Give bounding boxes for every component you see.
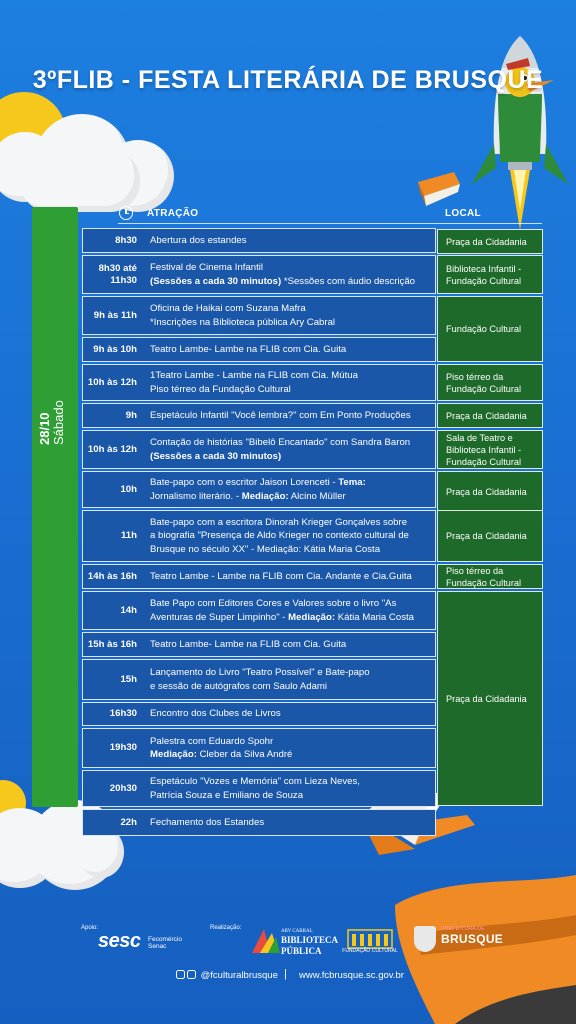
schedule-row <box>82 728 436 768</box>
flying-book-illustration <box>414 170 462 210</box>
schedule-row <box>82 632 436 657</box>
attraction-text: Piso térreo da Fundação Cultural <box>150 383 291 395</box>
row-attraction <box>150 404 431 427</box>
row-time: 10h às 12h <box>87 376 137 388</box>
attraction-text: Teatro Lambe- Lambe na FLIB com Cia. Guita <box>150 343 347 355</box>
location-cell: Praça da Cidadania <box>437 229 543 254</box>
attraction-text: Palestra com Eduardo Spohr <box>150 735 274 747</box>
library-logo-name: BIBLIOTECA <box>281 935 339 945</box>
social-handle[interactable] <box>176 970 278 981</box>
schedule-row <box>82 510 436 562</box>
facebook-icon <box>187 970 196 979</box>
attraction-line <box>150 369 431 383</box>
sesc-subtitle: Fecomércio Senac <box>148 936 182 950</box>
attraction-text: Brusque no século XX" - Mediação: Kátia Maria Costa <box>150 543 381 555</box>
row-time: 22h <box>120 816 137 828</box>
row-time: 15h às 16h <box>87 638 137 650</box>
row-attraction <box>150 256 431 293</box>
attraction-line <box>150 775 431 789</box>
clock-icon <box>119 206 133 220</box>
attraction-line <box>150 343 431 357</box>
attraction-line <box>150 275 431 289</box>
attraction-line <box>150 436 431 450</box>
attraction-text: Contação de histórias "Bibelô Encantado" com Sandra Baron <box>150 437 411 448</box>
library-logo-top: ARY CABRAL <box>281 929 313 934</box>
event-day: Sábado <box>51 400 66 445</box>
header-location: LOCAL <box>445 208 481 219</box>
attraction-line <box>150 234 431 248</box>
row-time: 15h <box>120 673 137 685</box>
attraction-line <box>150 816 431 830</box>
attraction-line <box>150 316 431 330</box>
attraction-text: Tema: <box>338 477 366 488</box>
attraction-line <box>150 638 431 652</box>
location-cell: Praça da Cidadania <box>437 591 543 806</box>
schedule-row <box>82 702 436 726</box>
schedule-row <box>82 228 436 253</box>
row-time: 9h às 10h <box>93 343 137 355</box>
attraction-line <box>150 302 431 316</box>
location-cell: Praça da Cidadania <box>437 471 543 512</box>
row-attraction <box>150 297 431 334</box>
attraction-text: *Inscrições na Biblioteca pública Ary Cabral <box>150 316 336 328</box>
attraction-text: (Sessões a cada 30 minutos) <box>150 275 282 287</box>
attraction-line <box>150 680 431 694</box>
schedule-row <box>82 591 436 630</box>
schedule-row <box>82 659 436 700</box>
location-cell: Praça da Cidadania <box>437 403 543 428</box>
library-logo-text <box>281 928 338 958</box>
brusque-logo-name: BRUSQUE <box>441 932 504 946</box>
row-attraction <box>150 592 431 629</box>
row-attraction <box>150 365 431 400</box>
attraction-text: Jornalismo literário. - <box>150 490 242 502</box>
attraction-line <box>150 490 431 504</box>
header-divider <box>118 223 542 224</box>
attraction-text: Espetáculo "Vozes e Memória" com Lieza Neves, <box>150 776 360 787</box>
attraction-text: Bate-papo com a escritora Dinorah Krieger Gonçalves sobre <box>150 516 408 528</box>
date-side-label <box>32 207 78 807</box>
row-time: 11h <box>120 530 137 541</box>
row-time: 20h30 <box>109 782 137 794</box>
row-time: 10h <box>120 483 137 495</box>
instagram-icon <box>176 970 185 979</box>
attraction-line <box>150 735 431 749</box>
row-time: 10h às 12h <box>87 443 137 455</box>
row-attraction <box>150 703 431 725</box>
attraction-text: Mediação: <box>150 749 197 760</box>
row-time: 14h às 16h <box>87 570 137 582</box>
attraction-line <box>150 611 431 625</box>
schedule-row <box>82 337 436 362</box>
schedule-row <box>82 255 436 294</box>
row-time: 14h <box>120 604 137 616</box>
row-time: 16h30 <box>109 708 137 719</box>
schedule-row <box>82 564 436 589</box>
schedule-row <box>82 364 436 401</box>
attraction-text: *Sessões com áudio descrição <box>281 275 416 287</box>
attraction-line <box>150 529 431 543</box>
attraction-text: Patrícia Souza e Emiliano de Souza <box>150 789 304 801</box>
attraction-text: Oficina de Haikai com Suzana Mafra <box>150 303 306 314</box>
row-attraction <box>150 565 431 588</box>
attraction-text: Abertura dos estandes <box>150 234 247 246</box>
library-logo-name2: PÚBLICA <box>281 946 322 956</box>
support-label: Apoio: <box>81 925 99 931</box>
attraction-line <box>150 789 431 803</box>
event-date: 28/10 <box>37 412 52 445</box>
row-attraction <box>150 810 431 835</box>
attraction-line <box>150 570 431 584</box>
attraction-text: Lançamento do Livro "Teatro Possível" e Bate-papo <box>150 667 370 678</box>
attraction-text: Mediação: <box>241 490 289 502</box>
row-attraction <box>150 729 431 767</box>
page-title: 3ºFLIB - FESTA LITERÁRIA DE BRUSQUE <box>32 66 544 94</box>
attraction-line <box>150 748 431 762</box>
row-time: 8h30 até 11h30 <box>98 262 137 286</box>
sesc-logo: sesc <box>98 930 141 952</box>
social-handle-text: @fculturalbrusque <box>200 970 278 981</box>
location-cell: Biblioteca Infantil - Fundação Cultural <box>437 255 543 294</box>
attraction-text: Espetáculo Infantil "Você lembra?" com Em Ponto Produções <box>150 409 411 421</box>
row-time: 8h30 <box>115 234 137 246</box>
header-attraction: ATRAÇÃO <box>147 208 199 219</box>
attraction-text: (Sessões a cada 30 minutos) <box>150 450 282 462</box>
row-attraction <box>150 771 431 806</box>
attraction-line <box>150 383 431 397</box>
location-cell: Praça da Cidadania <box>437 510 543 562</box>
schedule-row <box>82 430 436 469</box>
row-attraction <box>150 633 431 656</box>
attraction-line <box>150 597 431 611</box>
location-cell: Fundação Cultural <box>437 296 543 362</box>
schedule-row <box>82 296 436 335</box>
attraction-line <box>150 666 431 680</box>
schedule-row <box>82 809 436 836</box>
attraction-text: 1Teatro Lambe - Lambe na FLIB com Cia. Mútua <box>150 370 358 381</box>
schedule-row <box>82 770 436 807</box>
location-cell: Piso térreo da Fundação Cultural <box>437 564 543 589</box>
cultural-foundation-logo-text: FUNDAÇÃO CULTURAL <box>342 948 398 954</box>
attraction-text: Aventuras de Super Limpinho" - <box>150 611 289 623</box>
attraction-line <box>150 261 431 275</box>
location-cell: Piso térreo da Fundação Cultural <box>437 364 543 401</box>
footer-separator: | <box>284 968 287 980</box>
website-link[interactable]: www.fcbrusque.sc.gov.br <box>299 970 404 981</box>
attraction-text: Bate Papo com Editores Cores e Valores sobre o livro "As <box>150 598 397 609</box>
rocket-mascot-illustration <box>470 34 570 234</box>
attraction-text: Festival de Cinema Infantil <box>150 262 264 273</box>
attraction-text: Teatro Lambe- Lambe na FLIB com Cia. Guita <box>150 638 347 650</box>
row-attraction <box>150 472 431 507</box>
attraction-line <box>150 543 431 557</box>
attraction-line <box>150 476 431 490</box>
attraction-text: e sessão de autógrafos com Saulo Adami <box>150 680 328 692</box>
schedule-row <box>82 471 436 508</box>
attraction-line <box>150 450 431 464</box>
attraction-text: Kátia Maria Costa <box>335 611 414 623</box>
attraction-text: Alcino Müller <box>288 490 346 502</box>
realization-label: Realização: <box>210 925 242 931</box>
attraction-text: Teatro Lambe - Lambe na FLIB com Cia. Andante e Cia.Guita <box>150 570 412 582</box>
row-attraction <box>150 229 431 252</box>
attraction-line <box>150 409 431 423</box>
row-attraction <box>150 338 431 361</box>
attraction-text: Fechamento dos Estandes <box>150 816 265 828</box>
attraction-line <box>150 516 431 530</box>
location-cell: Sala de Teatro e Biblioteca Infantil - Fundação Cultural <box>437 430 543 469</box>
brusque-logo-small: PREFEITURA DE <box>441 926 485 932</box>
brusque-crest-icon <box>414 926 436 952</box>
row-time: 9h <box>125 409 137 421</box>
attraction-text: a biografia "Presença de Aldo Krieger no contexto cultural de <box>150 530 409 542</box>
attraction-text: Encontro dos Clubes de Livros <box>150 708 281 720</box>
row-attraction <box>150 660 431 699</box>
row-attraction <box>150 431 431 468</box>
row-time: 19h30 <box>109 742 137 753</box>
row-attraction <box>150 511 431 561</box>
row-time: 9h às 11h <box>93 309 137 321</box>
attraction-text: Cleber da Silva André <box>196 749 293 760</box>
attraction-text: Bate-papo com o escritor Jaison Lorenceti - <box>150 477 339 488</box>
attraction-line <box>150 707 431 721</box>
attraction-text: Mediação: <box>288 611 336 623</box>
schedule-row <box>82 403 436 428</box>
